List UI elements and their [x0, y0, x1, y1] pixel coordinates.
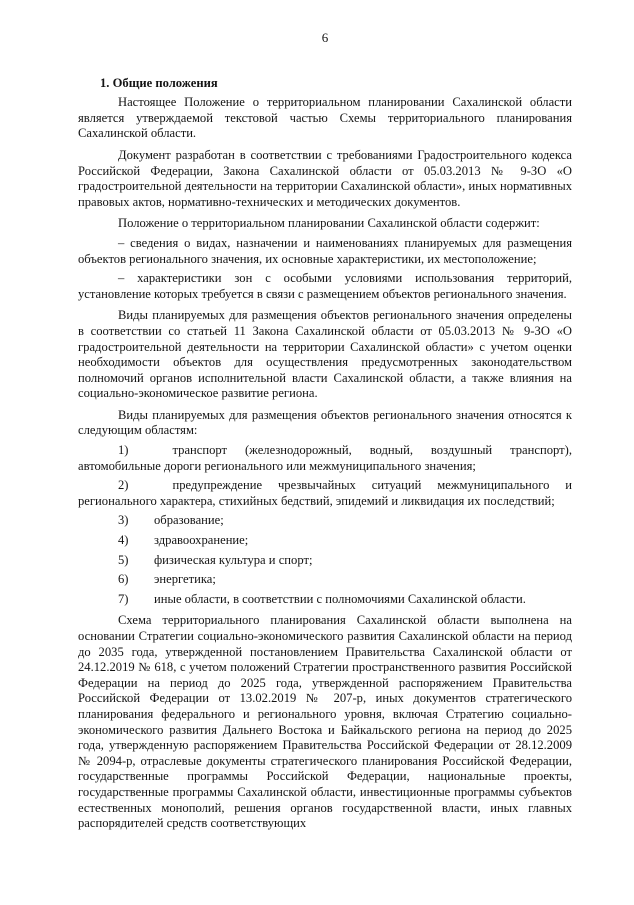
list-item-text: транспорт (железнодорожный, водный, воздушный транспорт), автомобильные дороги регионального или межмуниципального значения; [78, 443, 572, 473]
list-item-number: 2) [118, 478, 129, 493]
list-item-number: 6) [118, 572, 129, 587]
section-number: 1. [100, 75, 110, 90]
paragraph-areas-intro: Виды планируемых для размещения объектов регионального значения относятся к следующим областям: [78, 407, 572, 438]
list-item-text: иные области, в соответствии с полномочиями Сахалинской области. [154, 591, 526, 606]
paragraph-object-types: Виды планируемых для размещения объектов регионального значения определены в соответствии со статьей 11 Закона Сахалинской области от 05.03.2013 № 9-ЗО «О градостроительной деятельности на территории Сахалинской области» с учетом оценки необходимости объектов для осуществления предусмотренных законодательством полномочий органов исполнительной власти Сахалинской области, а также влияния на социально-экономическое развитие региона. [78, 308, 572, 401]
list-item-text: здравоохранение; [154, 533, 249, 548]
paragraph-contents: Положение о территориальном планировании Сахалинской области содержит: [118, 216, 540, 231]
list-item-text: образование; [154, 513, 224, 528]
list-item [78, 592, 572, 608]
list-item-number: 3) [118, 513, 129, 528]
list-item-text: энергетика; [154, 572, 216, 587]
list-item [78, 513, 572, 529]
list-item [78, 443, 572, 474]
section-title: Общие положения [112, 75, 218, 90]
list-item-text: физическая культура и спорт; [154, 552, 313, 567]
page-number: 6 [321, 30, 329, 45]
paragraph-legal-basis: Документ разработан в соответствии с требованиями Градостроительного кодекса Российской Федерации, Закона Сахалинской области от 05.03.2013 № 9-ЗО «О градостроительной деятельности на территории Сахалинской области», иных нормативных правовых актов, нормативно-технических и методических документов. [78, 147, 572, 209]
list-item [78, 553, 572, 569]
paragraph-contents-item-1: – сведения о видах, назначении и наименованиях планируемых для размещения объектов регионального значения, их основные характеристики, их местоположение; [78, 235, 572, 266]
list-item-number: 5) [118, 552, 129, 567]
list-item [78, 572, 572, 588]
paragraph-contents-item-2: – характеристики зон с особыми условиями использования территорий, установление которых требуется в связи с размещением объектов регионального значения. [78, 271, 572, 301]
list-item-text: предупреждение чрезвычайных ситуаций межмуниципального и регионального характера, стихийных бедствий, эпидемий и ликвидация их последствий; [78, 478, 572, 508]
areas-list [78, 443, 572, 607]
paragraph-intro: Настоящее Положение о территориальном планировании Сахалинской области является утверждаемой текстовой частью Схемы территориального планирования Сахалинской области. [78, 95, 572, 141]
list-item-number: 4) [118, 533, 129, 548]
section-heading [100, 76, 572, 92]
paragraph-strategy-basis: Схема территориального планирования Сахалинской области выполнена на основании Стратегии социально-экономического развития Сахалинской области на период до 2035 года, утвержденной постановлением Правительства Сахалинской области от 24.12.2019 № 618, с учетом положений Стратегии пространственного развития Российской Федерации на период до 2025 года, утвержденной распоряжением Правительства Российской Федерации от 13.02.2019 № 207-р, иных документов стратегического планирования федерального и регионального уровня, включая Стратегию социально-экономического развития Дальнего Востока и Байкальского региона на период до 2025 года, утвержденную распоряжением Правительства Российской Федерации от 28.12.2009 № 2094-р, отраслевые документы стратегического планирования Российской Федерации, государственные программы Российской Федерации, национальные проекты, государственные программы Сахалинской области, инвестиционные программы субъектов естественных монополий, решения органов государственной власти, иных главных распорядителей средств соответствующих [78, 613, 572, 831]
list-item [78, 533, 572, 549]
list-item-number: 7) [118, 591, 129, 606]
list-item [78, 478, 572, 509]
list-item-number: 1) [118, 443, 129, 458]
